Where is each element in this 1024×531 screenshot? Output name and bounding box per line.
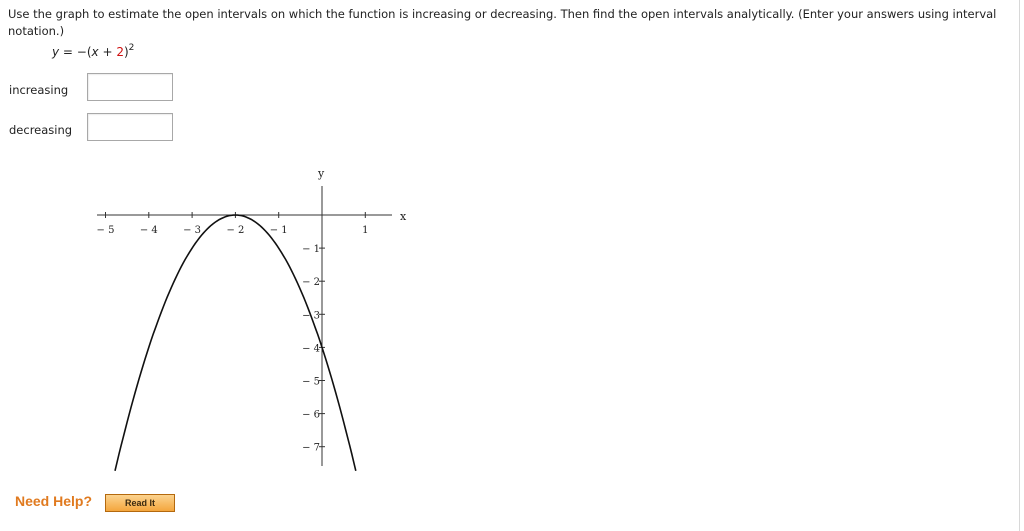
graph-ticks <box>106 212 369 447</box>
x-tick-label: − 2 <box>226 225 245 236</box>
x-tick-label: − 3 <box>183 225 202 236</box>
x-axis-label: x <box>400 210 407 223</box>
equation-constant: 2 <box>116 45 124 59</box>
y-tick-label: − 7 <box>302 442 320 454</box>
y-tick-label: − 6 <box>302 409 320 421</box>
equation-lhs: y <box>52 45 60 59</box>
y-tick-label: − 1 <box>302 244 320 256</box>
y-tick-label: − 4 <box>302 343 320 355</box>
y-axis-label: y <box>318 167 325 180</box>
equation-exponent: 2 <box>128 43 135 53</box>
y-tick-label: − 3 <box>302 310 320 322</box>
equation-equals: = −( <box>59 45 92 59</box>
x-tick-label: − 1 <box>269 225 288 236</box>
increasing-label: increasing <box>9 83 69 97</box>
x-tick-label: 1 <box>362 225 369 236</box>
x-tick-label: − 5 <box>96 225 115 236</box>
decreasing-label: decreasing <box>9 123 73 137</box>
question-text: Use the graph to estimate the open intervals on which the function is increasing or decreasing. Then find the open intervals analytically. (Enter your answers using interval notation.) <box>8 7 997 38</box>
graph-tick-labels <box>97 225 369 454</box>
equation-plus: + <box>98 45 117 59</box>
y-tick-label: − 2 <box>302 277 320 289</box>
x-tick-label: − 4 <box>139 225 158 236</box>
read-it-button[interactable]: Read It <box>105 494 175 512</box>
need-help-label: Need Help? <box>15 493 93 509</box>
equation-variable: x <box>91 45 99 59</box>
equation-close: ) <box>123 45 129 59</box>
y-tick-label: − 5 <box>302 376 320 388</box>
graph-axes <box>97 167 407 466</box>
